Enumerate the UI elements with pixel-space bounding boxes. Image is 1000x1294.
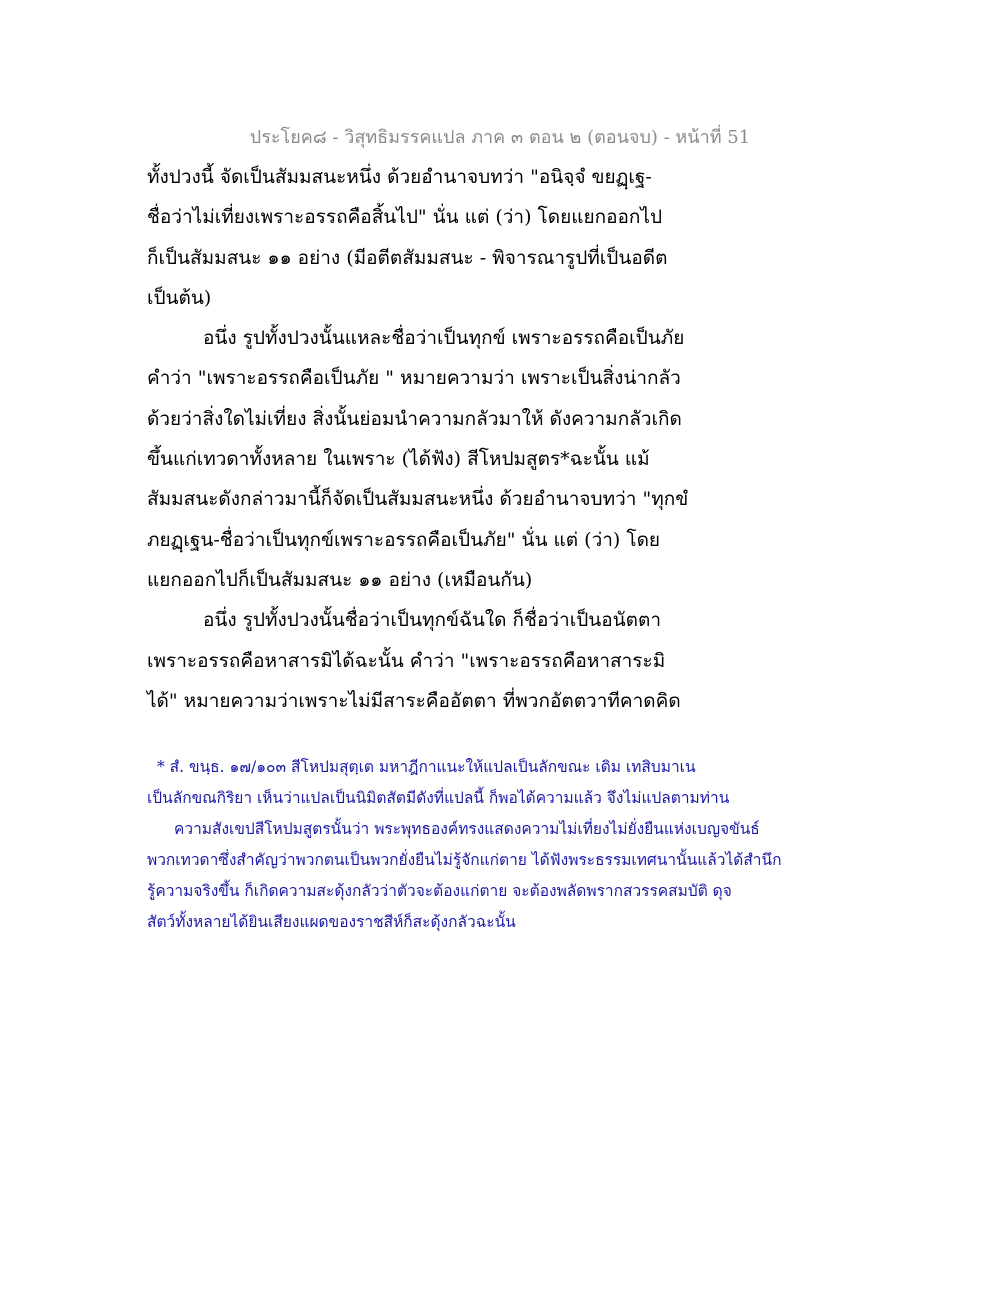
text-line: ภยฏฺเฐน-ชื่อว่าเป็นทุกข์เพราะอรรถคือเป็นภัย" นั่น แต่ (ว่า) โดย: [147, 528, 661, 551]
text-line: เป็นต้น): [147, 286, 212, 309]
paragraph-start-line: อนึ่ง รูปทั้งปวงนั้นแหละชื่อว่าเป็นทุกข์ เพราะอรรถคือเป็นภัย: [203, 327, 685, 350]
text-line: ขึ้นแก่เทวดาทั้งหลาย ในเพราะ (ได้ฟัง) สีโหปมสูตร*ฉะนั้น แม้: [147, 448, 650, 471]
text-line: ด้วยว่าสิ่งใดไม่เที่ยง สิ่งนั้นย่อมนำความกลัวมาให้ ดังความกลัวเกิด: [147, 407, 682, 430]
paragraph-start-line: อนึ่ง รูปทั้งปวงนั้นชื่อว่าเป็นทุกข์ฉันใด ก็ชื่อว่าเป็นอนัตตา: [203, 609, 661, 632]
footnote-line: รู้ความจริงขึ้น ก็เกิดความสะดุ้งกลัวว่าตัวจะต้องแก่ตาย จะต้องพลัดพรากสวรรคสมบัติ ดุจ: [147, 882, 732, 900]
footnote-line: สัตว์ทั้งหลายได้ยินเสียงแผดของราชสีห์ก็สะดุ้งกลัวฉะนั้น: [147, 913, 516, 931]
page-header: ประโยค๘ - วิสุทธิมรรคแปล ภาค ๓ ตอน ๒ (ตอนจบ) - หน้าที่ 51: [249, 127, 751, 148]
text-line: ได้" หมายความว่าเพราะไม่มีสาระคืออัตตา ที่พวกอัตตวาทีคาดคิด: [147, 689, 681, 712]
footnote-line: เป็นลักขณกิริยา เห็นว่าแปลเป็นนิมิตสัตมีดังที่แปลนี้ ก็พอได้ความแล้ว จึงไม่แปลตามท่าน: [147, 789, 730, 807]
text-line: ชื่อว่าไม่เที่ยงเพราะอรรถคือสิ้นไป" นั่น แต่ (ว่า) โดยแยกออกไป: [147, 206, 663, 229]
text-line: เพราะอรรถคือหาสารมิได้ฉะนั้น คำว่า "เพราะอรรถคือหาสาระมิ: [147, 649, 666, 672]
footnote-line: ความสังเขปสีโหปมสูตรนั้นว่า พระพุทธองค์ทรงแสดงความไม่เที่ยงไม่ยั่งยืนแห่งเบญจขันธ์: [174, 820, 760, 838]
text-line: สัมมสนะดังกล่าวมานี้ก็จัดเป็นสัมมสนะหนึ่ง ด้วยอำนาจบทว่า "ทุกขํ: [147, 488, 689, 511]
footnote-line: * สํ. ขนฺธ. ๑๗/๑๐๓ สีโหปมสุตฺเต มหาฎีกาแนะให้แปลเป็นลักขณะ เดิม เทสิบมาเน: [157, 758, 696, 776]
main-text: [147, 157, 867, 721]
footnote-line: พวกเทวดาซึ่งสำคัญว่าพวกตนเป็นพวกยั่งยืนไม่รู้จักแก่ตาย ได้ฟังพระธรรมเทศนานั้นแล้วได้สำนึก: [147, 851, 782, 869]
text-line: ทั้งปวงนี้ จัดเป็นสัมมสนะหนึ่ง ด้วยอำนาจบทว่า "อนิจฺจํ ขยฏฺเฐ-: [147, 166, 652, 188]
text-line: คำว่า "เพราะอรรถคือเป็นภัย " หมายความว่า เพราะเป็นสิ่งน่ากลัว: [147, 367, 681, 390]
footnote: [147, 752, 847, 938]
text-line: แยกออกไปก็เป็นสัมมสนะ ๑๑ อย่าง (เหมือนกัน): [147, 568, 533, 591]
text-line: ก็เป็นสัมมสนะ ๑๑ อย่าง (มีอตีตสัมมสนะ - พิจารณารูปที่เป็นอดีต: [147, 246, 668, 269]
